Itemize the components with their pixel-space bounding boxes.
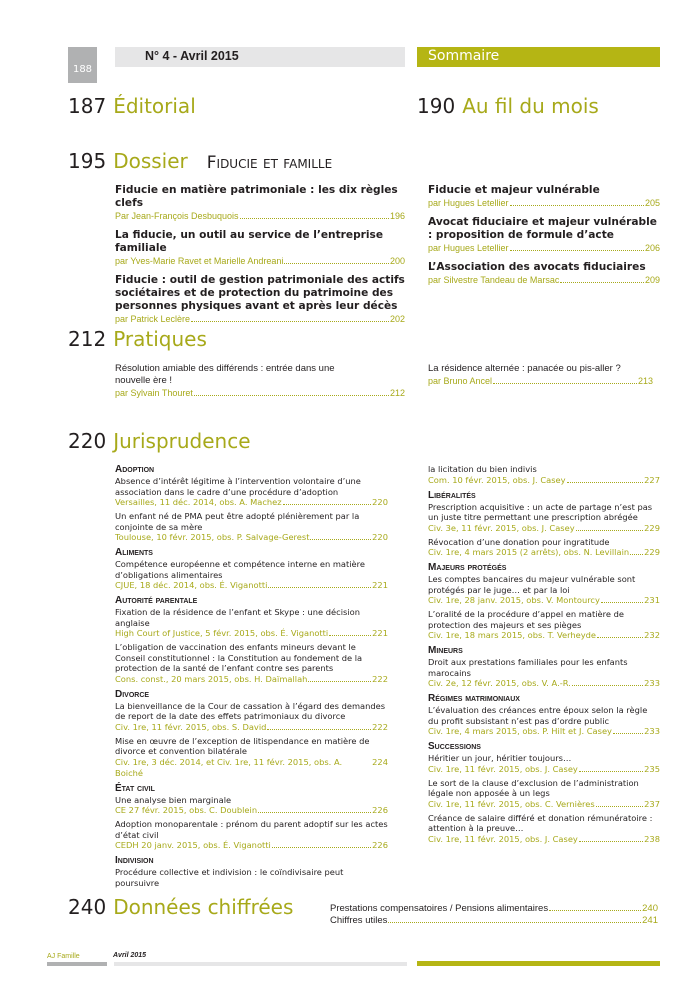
leader-dots (258, 812, 371, 813)
dossier-entry[interactable] (115, 229, 405, 267)
entry-author: Civ. 1re, 11 févr. 2015, obs. C. Vernières (428, 798, 595, 809)
entry-title: Fiducie et majeur vulnérable (428, 184, 600, 196)
leader-dots (191, 321, 389, 322)
entry-page: 213 (637, 376, 653, 386)
entry-page: 224 (372, 756, 388, 767)
leader-dots (268, 587, 371, 588)
entry-ref (428, 242, 660, 254)
entry-author: par Patrick Leclère (115, 314, 191, 324)
entry-author: Civ. 2e, 12 févr. 2015, obs. V. A.-R. (428, 678, 571, 688)
entry-page: 232 (644, 630, 660, 640)
entry-page: 221 (372, 580, 388, 590)
item-title: Prestations compensatoires / Pensions alimentaires (330, 903, 549, 914)
donnees-heading[interactable] (68, 895, 293, 919)
entry-page: 205 (644, 198, 660, 208)
entry-author: Civ. 1re, 4 mars 2015, obs. P. Hilt et J. Casey (428, 726, 612, 736)
case-entry[interactable] (115, 736, 388, 779)
entry-page: 220 (372, 532, 388, 542)
jurisprudence-left (115, 460, 388, 888)
leader-dots (549, 910, 641, 911)
case-title: la licitation du bien indivis (428, 464, 537, 474)
entry-author: Civ. 1re, 11 févr. 2015, obs. J. Casey (428, 763, 578, 774)
case-entry[interactable] (115, 867, 388, 888)
section-title: Éditorial (113, 94, 196, 118)
pratiques-heading[interactable] (68, 327, 207, 351)
donnees-item[interactable] (330, 903, 658, 915)
entry-author: Com. 10 févr. 2015, obs. J. Casey (428, 474, 566, 485)
entry-author: par Hugues Letellier (428, 243, 509, 253)
entry-ref (428, 630, 660, 641)
dossier-left (115, 184, 405, 332)
case-title: Compétence européenne et compétence interne en matière d’obligations alimentaires (115, 559, 366, 580)
footer-journal: AJ Famille (47, 953, 80, 960)
entry-title: L’Association des avocats fiduciaires (428, 261, 646, 273)
footer-bar (47, 962, 107, 966)
section-title: Dossier (113, 149, 188, 173)
entry-ref (115, 580, 388, 591)
entry-page: 200 (389, 256, 405, 266)
dossier-entry[interactable] (115, 274, 405, 325)
entry-page: 202 (389, 314, 405, 324)
entry-author: par Sylvain Thouret (115, 388, 193, 398)
section-page: 212 (68, 327, 107, 351)
entry-page: 227 (644, 474, 660, 485)
entry-ref (428, 678, 660, 689)
entry-ref (115, 497, 388, 508)
item-page: 241 (642, 915, 658, 926)
case-entry[interactable] (115, 476, 388, 508)
leader-dots (388, 922, 641, 923)
entry-ref (115, 628, 388, 639)
leader-dots (576, 530, 644, 531)
entry-page: 209 (644, 275, 660, 285)
case-title: Fixation de la résidence de l’enfant et Skype : une décision anglaise (115, 607, 360, 628)
entry-title: Avocat fiduciaire et majeur vulnérable : proposition de formule d’acte (428, 216, 657, 241)
entry-page: 233 (644, 726, 660, 736)
section-title: Jurisprudence (113, 429, 251, 453)
case-entry[interactable] (428, 574, 660, 606)
dossier-entry[interactable] (428, 184, 660, 209)
entry-page: 229 (644, 522, 660, 533)
entry-author: CEDH 20 janv. 2015, obs. É. Viganotti (115, 840, 271, 850)
case-title: Un enfant né de PMA peut être adopté plénièrement par la conjointe de sa mère (115, 511, 360, 532)
issue-label: N° 4 - Avril 2015 (145, 49, 239, 63)
leader-dots (267, 729, 371, 730)
footer-bar (417, 961, 660, 966)
leader-dots (308, 681, 371, 682)
entry-author: Civ. 3e, 11 févr. 2015, obs. J. Casey (428, 522, 575, 533)
case-entry[interactable] (115, 795, 388, 817)
case-entry[interactable] (428, 813, 660, 845)
aufil-heading[interactable] (417, 94, 599, 118)
case-entry[interactable] (115, 642, 388, 685)
entry-page: 237 (644, 798, 660, 809)
case-entry[interactable] (115, 701, 388, 733)
category-heading: Adoption (115, 464, 155, 475)
entry-ref (428, 197, 660, 209)
leader-dots (240, 218, 389, 219)
entry-page: 233 (644, 678, 660, 688)
category-heading: Mineurs (428, 645, 463, 656)
case-entry[interactable] (428, 705, 660, 737)
case-title: Héritier un jour, héritier toujours… (428, 753, 572, 763)
category-heading: Divorce (115, 688, 150, 700)
entry-ref (115, 532, 388, 543)
category-heading: Libéralités (428, 489, 476, 501)
leader-dots (510, 205, 644, 206)
page-number-text: 188 (72, 64, 93, 75)
case-title: Révocation d’une donation pour ingratitude (428, 536, 610, 547)
case-title: Les comptes bancaires du majeur vulnérable sont protégés par le juge… et par la loi (428, 574, 636, 595)
entry-page: 231 (644, 595, 660, 605)
section-page: 220 (68, 429, 107, 453)
entry-title: Fiducie en matière patrimoniale : les dix règles clefs (115, 184, 398, 209)
page-number (68, 47, 97, 83)
entry-ref (428, 523, 660, 534)
entry-ref (115, 722, 388, 733)
donnees-list (330, 903, 658, 927)
entry-author: Civ. 1re, 11 févr. 2015, obs. S. David (115, 721, 267, 732)
section-page: 240 (68, 895, 107, 919)
leader-dots (596, 806, 643, 807)
jurisprudence-heading[interactable] (68, 429, 251, 453)
entry-title: Fiducie : outil de gestion patrimoniale des actifs sociétaires et de protection du patrimoine des personnes physiques avant et après leur décès (115, 274, 405, 312)
leader-dots (284, 263, 389, 264)
section-title: Au fil du mois (462, 94, 599, 118)
entry-author: par Silvestre Tandeau de Marsac (428, 275, 560, 285)
leader-dots (560, 282, 644, 283)
entry-page: 226 (372, 840, 388, 850)
case-title: Créance de salaire différé et donation rémunératoire : attention à la preuve… (428, 812, 653, 833)
entry-author: Versailles, 11 déc. 2014, obs. A. Machez (115, 497, 282, 507)
leader-dots (283, 504, 372, 505)
leader-dots (579, 771, 643, 772)
dossier-heading[interactable] (68, 149, 332, 173)
leader-dots (272, 847, 371, 848)
entry-ref (115, 757, 388, 779)
section-title: Pratiques (113, 327, 207, 351)
entry-ref (428, 764, 660, 775)
case-title: Le sort de la clause d’exclusion de l’administration légale non apposée à un legs (428, 777, 639, 798)
entry-page: 220 (372, 497, 388, 507)
case-title: Droit aux prestations familiales pour les enfants marocains (428, 657, 628, 678)
pratiques-left-entry[interactable] (115, 363, 405, 399)
dossier-entry[interactable] (115, 184, 405, 222)
item-title: Chiffres utiles (330, 915, 388, 926)
footer-date: Avril 2015 (113, 952, 147, 959)
entry-author: Civ. 1re, 4 mars 2015 (2 arrêts), obs. N. Levillain (428, 547, 630, 557)
section-page: 190 (417, 94, 456, 118)
dossier-subtitle: Fiducie et famille (206, 153, 333, 173)
entry-page: 206 (644, 243, 660, 253)
entry-title: La fiducie, un outil au service de l’entreprise familiale (115, 229, 384, 254)
leader-dots (329, 635, 371, 636)
case-entry[interactable] (428, 609, 660, 641)
dossier-entry[interactable] (428, 216, 660, 254)
case-title: Adoption monoparentale : prénom du parent adoptif sur les actes d’état civil (115, 819, 388, 840)
entry-page: 226 (372, 805, 388, 815)
case-title: Prescription acquisitive : un acte de partage n’est pas un juste titre permettant une prescription abrégée (428, 501, 653, 522)
leader-dots (510, 250, 644, 251)
category-heading: Majeurs protégés (428, 562, 507, 573)
entry-author: par Hugues Letellier (428, 198, 509, 208)
entry-ref (428, 547, 660, 558)
entry-ref (115, 674, 388, 685)
item-page: 240 (642, 903, 658, 914)
category-heading: Régimes matrimoniaux (428, 693, 520, 704)
leader-dots (194, 395, 389, 396)
section-page: 187 (68, 94, 107, 118)
entry-ref (428, 475, 660, 486)
case-entry[interactable] (428, 753, 660, 775)
entry-title: Résolution amiable des différends : entrée dans une nouvelle ère ! (115, 363, 335, 386)
entry-ref (428, 799, 660, 810)
entry-page: 221 (372, 628, 388, 638)
section-label: Sommaire (428, 48, 500, 64)
entry-page: 238 (644, 833, 660, 844)
case-entry[interactable] (115, 511, 388, 543)
entry-ref (115, 313, 405, 325)
entry-page: 222 (372, 673, 388, 684)
case-entry[interactable] (115, 607, 388, 639)
entry-author: Par Jean-François Desbuquois (115, 211, 239, 221)
leader-dots (310, 539, 371, 540)
entry-ref (115, 387, 405, 399)
leader-dots (630, 554, 643, 555)
entry-author: Civ. 1re, 3 déc. 2014, et Civ. 1re, 11 févr. 2015, obs. A. Boiché (115, 756, 343, 778)
leader-dots (597, 637, 643, 638)
case-title: Procédure collective et indivision : le coïndivisaire peut poursuivre (115, 867, 344, 888)
leader-dots (579, 841, 643, 842)
entry-author: par Bruno Ancel (428, 376, 493, 386)
section-title: Données chiffrées (113, 895, 294, 919)
leader-dots (613, 733, 643, 734)
entry-title: La résidence alternée : panacée ou pis-aller ? (428, 363, 621, 374)
leader-dots (567, 482, 644, 483)
entry-page: 196 (389, 211, 405, 221)
entry-author: Civ. 1re, 11 févr. 2015, obs. J. Casey (428, 833, 578, 844)
case-entry[interactable] (115, 559, 388, 591)
entry-page: 235 (644, 763, 660, 774)
case-entry[interactable] (428, 537, 660, 559)
case-entry[interactable] (428, 464, 660, 486)
entry-ref (428, 595, 660, 606)
entry-author: Toulouse, 10 févr. 2015, obs. P. Salvage-Gerest (115, 532, 310, 542)
entry-author: High Court of Justice, 5 févr. 2015, obs. É. Viganotti (115, 628, 329, 638)
entry-page: 212 (389, 388, 405, 398)
entry-page: 229 (644, 547, 660, 557)
editorial-heading[interactable] (68, 94, 196, 118)
case-entry[interactable] (428, 778, 660, 810)
leader-dots (601, 602, 643, 603)
entry-ref (115, 840, 388, 851)
footer-bar (114, 962, 407, 966)
section-page: 195 (68, 149, 107, 173)
entry-ref (428, 375, 653, 387)
entry-author: CJUE, 18 déc. 2014, obs. É. Viganotti (115, 580, 268, 590)
category-heading: État civil (115, 782, 155, 794)
case-title: Une analyse bien marginale (115, 794, 232, 805)
entry-ref (428, 726, 660, 737)
category-heading: Indivision (115, 855, 154, 866)
entry-author: par Yves-Marie Ravet et Marielle Andreani (115, 256, 284, 266)
category-heading: Successions (428, 741, 481, 752)
entry-author: Cons. const., 20 mars 2015, obs. H. Daïmallah (115, 673, 308, 684)
donnees-item[interactable] (330, 915, 658, 927)
case-title: L’évaluation des créances entre époux selon la règle du profit subsistant n’est pas d’ordre public (428, 705, 648, 726)
jurisprudence-right (428, 464, 660, 848)
entry-page: 222 (372, 721, 388, 732)
entry-ref (115, 255, 405, 267)
entry-ref (428, 274, 660, 286)
dossier-entry[interactable] (428, 261, 660, 286)
entry-author: CE 27 févr. 2015, obs. C. Doublein (115, 805, 258, 815)
case-title: L’obligation de vaccination des enfants mineurs devant le Conseil constitutionnel : la Constitution au fondement de la protection de la santé de l’enfant contre ses parents (115, 642, 363, 673)
category-heading: Aliments (115, 547, 153, 558)
entry-author: Civ. 1re, 28 janv. 2015, obs. V. Montourcy (428, 595, 600, 605)
case-entry[interactable] (428, 502, 660, 534)
entry-author: Civ. 1re, 18 mars 2015, obs. T. Verheyde (428, 630, 596, 640)
dossier-right (428, 184, 660, 293)
case-entry[interactable] (115, 819, 388, 851)
leader-dots (572, 685, 643, 686)
case-entry[interactable] (428, 657, 660, 689)
entry-ref (115, 210, 405, 222)
case-title: Mise en œuvre de l’exception de litispendance en matière de divorce et convention bilatérale (115, 735, 370, 756)
entry-ref (115, 805, 388, 816)
case-title: L’oralité de la procédure d’appel en matière de protection des majeurs et ses pièges (428, 609, 624, 630)
case-title: La bienveillance de la Cour de cassation à l’égard des demandes de report de la date des effets patrimoniaux du divorce (115, 700, 386, 721)
leader-dots (493, 383, 637, 384)
entry-ref (428, 834, 660, 845)
pratiques-right-entry[interactable] (428, 363, 653, 387)
category-heading: Autorité parentale (115, 595, 198, 606)
case-title: Absence d’intérêt légitime à l’intervention volontaire d’une association dans le cadre d’une procédure d’adoption (115, 476, 361, 497)
